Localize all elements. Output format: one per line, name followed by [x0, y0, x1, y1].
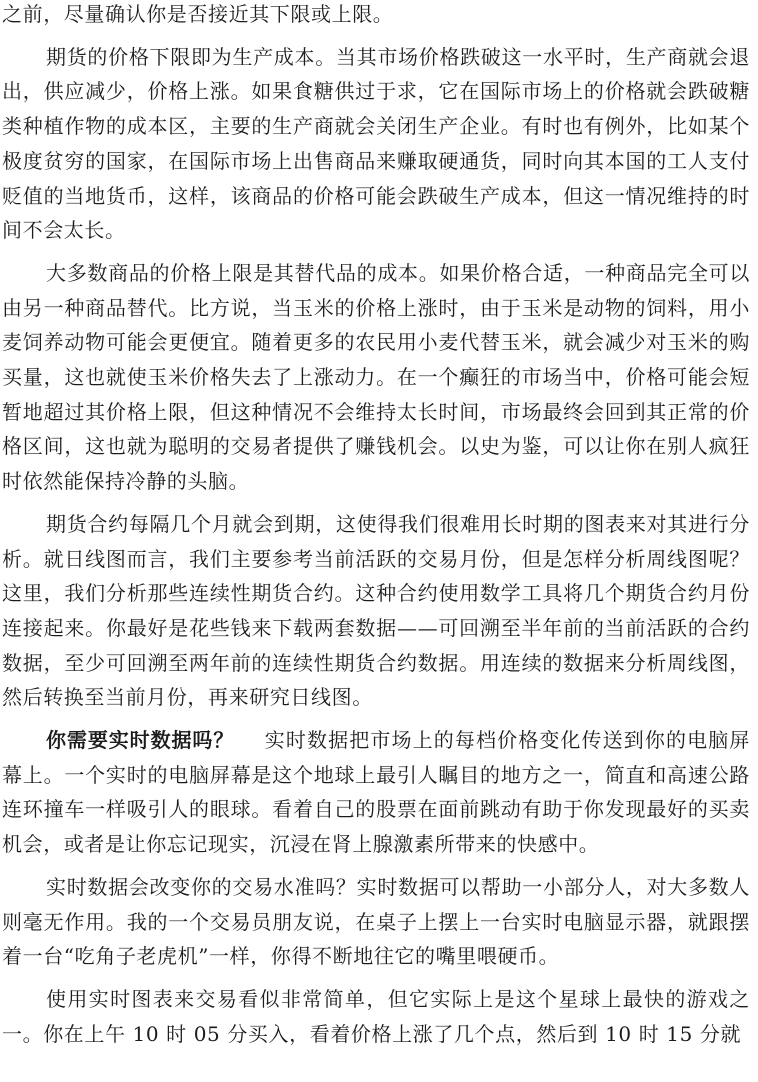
- paragraph-realtime-level: 实时数据会改变你的交易水准吗？实时数据可以帮助一小部分人，对大多数人则毫无作用。我的一个交易员朋友说，在桌子上摆上一台实时电脑显示器，就跟摆着一台“吃角子老虎机”一样，你得不断地往它的嘴里喂硬币。: [2, 874, 750, 969]
- paragraph-price-ceiling: 大多数商品的价格上限是其替代品的成本。如果价格合适，一种商品完全可以由另一种商品替代。比方说，当玉米的价格上涨时，由于玉米是动物的饲料，用小麦饲养动物可能会更便宜。随着更多的农民用小麦代替玉米，就会减少对玉米的购买量，这也就使玉米价格失去了上涨动力。在一个癫狂的市场当中，价格可能会短暂地超过其价格上限，但这种情况不会维持太长时间，市场最终会回到其正常的价格区间，这也就为聪明的交易者提供了赚钱机会。以史为鉴，可以让你在别人疯狂时依然能保持冷静的头脑。: [2, 260, 750, 494]
- paragraph-continuous-contracts: 期货合约每隔几个月就会到期，这使得我们很难用长时期的图表来对其进行分析。就日线图而言，我们主要参考当前活跃的交易月份，但是怎样分析周线图呢？这里，我们分析那些连续性期货合约。这种合约使用数学工具将几个期货合约月份连接起来。你最好是花些钱来下载两套数据——可回溯至半年前的当前活跃的合约数据，至少可回溯至两年前的连续性期货合约数据。用连续的数据来分析周线图，然后转换至当前月份，再来研究日线图。: [2, 511, 750, 710]
- paragraph-price-floor: 期货的价格下限即为生产成本。当其市场价格跌破这一水平时，生产商就会退出，供应减少，价格上涨。如果食糖供过于求，它在国际市场上的价格就会跌破糖类种植作物的成本区，主要的生产商就会关闭生产企业。有时也有例外，比如某个极度贫穷的国家，在国际市场上出售商品来赚取硬通货，同时向其本国的工人支付贬值的当地货币，这样，该商品的价格可能会跌破生产成本，但这一情况维持的时间不会太长。: [2, 44, 750, 243]
- paragraph-continuation: 之前，尽量确认你是否接近其下限或上限。: [2, 2, 394, 26]
- paragraph-realtime-data: [2, 723, 750, 862]
- section-heading: 你需要实时数据吗？: [46, 728, 235, 753]
- section-text: 实时数据把市场上的每档价格变化传送到你的电脑屏幕上。一个实时的电脑屏幕是这个地球上最引人瞩目的地方之一，简直和高速公路连环撞车一样吸引人的眼球。看着自己的股票在面前跳动有助于你发现最好的买卖机会，或者是让你忘记现实，沉浸在肾上腺激素所带来的快感中。: [2, 728, 750, 857]
- paragraph-realtime-charts: 使用实时图表来交易看似非常简单，但它实际上是这个星球上最快的游戏之一。你在上午 10 时 05 分买入，看着价格上涨了几个点，然后到 10 时 15 分就: [2, 986, 750, 1046]
- body-text: [2, 0, 750, 1059]
